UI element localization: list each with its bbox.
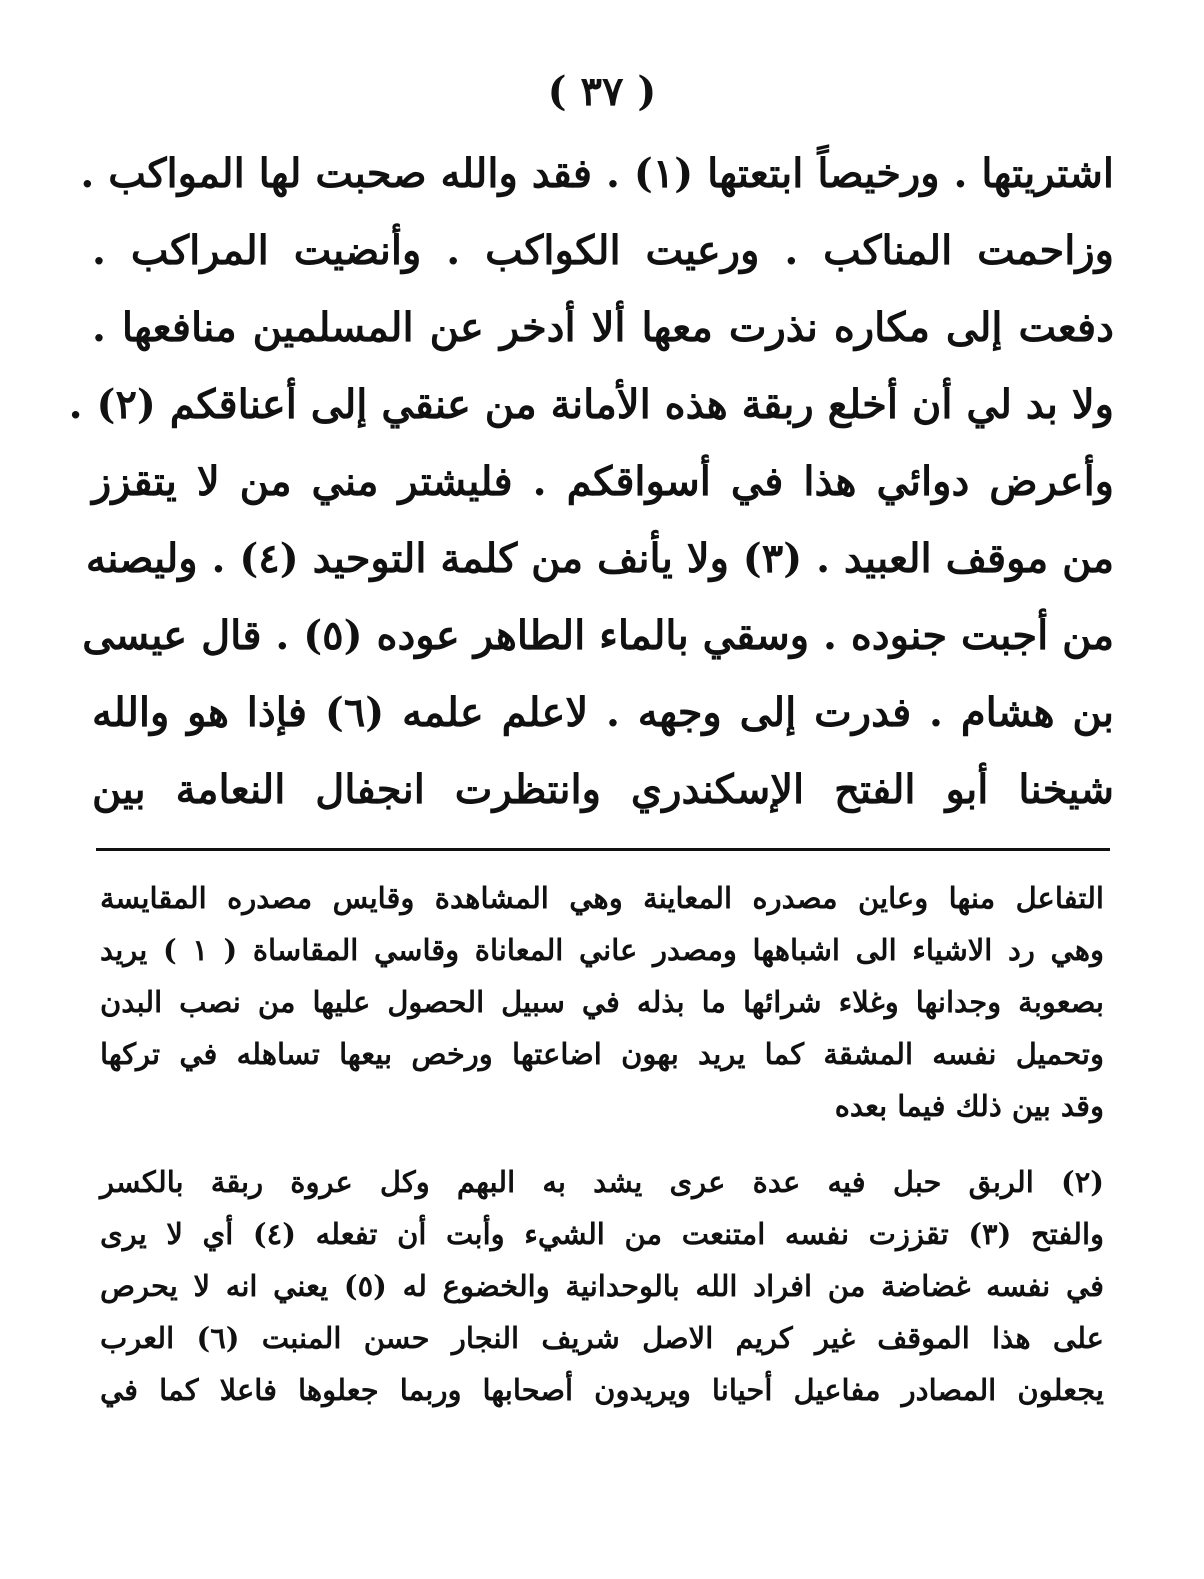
- main-text-block: [68, 135, 1114, 828]
- footnote-line: وتحميل نفسه المشقة كما يريد بهون اضاعتها ورخص بيعها تساهله في تركها: [100, 1037, 1104, 1071]
- footnote-line: التفاعل منها وعاين مصدره المعاينة وهي المشاهدة وقايس مصدره المقايسة: [100, 881, 1104, 915]
- main-text-line: بن هشام . فدرت إلى وجهه . لاعلم علمه (٦) فإذا هو والله: [92, 689, 1114, 736]
- footnote-line: والفتح (٣) تقززت نفسه امتنعت من الشيء وأبت أن تفعله (٤) أي لا يرى: [100, 1217, 1105, 1251]
- main-text-line: وأعرض دوائي هذا في أسواقكم . فليشتر مني من لا يتقزز: [92, 458, 1114, 505]
- footnote-line: على هذا الموقف غير كريم الاصل شريف النجار حسن المنبت (٦) العرب: [100, 1321, 1104, 1355]
- main-text-line: ولا بد لي أن أخلع ربقة هذه الأمانة من عنقي إلى أعناقكم (٢) .: [68, 381, 1114, 428]
- page-number: ( ٣٧ ): [547, 68, 657, 115]
- footnote-line: وقد بين ذلك فيما بعده: [834, 1089, 1104, 1123]
- footnote-gap: [100, 1132, 1104, 1156]
- footnotes-block: [100, 872, 1104, 1416]
- main-text-line: من موقف العبيد . (٣) ولا يأنف من كلمة التوحيد (٤) . وليصنه: [85, 535, 1114, 582]
- footnote-line: وهي رد الاشياء الى اشباهها ومصدر عاني المعاناة وقاسي المقاساة ( ١ ) يريد: [100, 933, 1104, 967]
- main-text-line: من أجبت جنوده . وسقي بالماء الطاهر عوده (٥) . قال عيسى: [82, 612, 1114, 659]
- main-text-line: وزاحمت المناكب . ورعيت الكواكب . وأنضيت المراكب .: [92, 227, 1114, 274]
- footnote-line: يجعلون المصادر مفاعيل أحيانا ويريدون أصحابها وربما جعلوها فاعلا كما في: [100, 1373, 1104, 1407]
- footnote-line: في نفسه غضاضة من افراد الله بالوحدانية والخضوع له (٥) يعني انه لا يحرص: [100, 1269, 1104, 1303]
- main-text-line: دفعت إلى مكاره نذرت معها ألا أدخر عن المسلمين منافعها .: [92, 304, 1114, 351]
- footnote-line: (٢) الربق حبل فيه عدة عرى يشد به البهم وكل عروة ربقة بالكسر: [100, 1165, 1104, 1199]
- main-text-line: اشتريتها . ورخيصاً ابتعتها (١) . فقد والله صحبت لها المواكب .: [80, 150, 1114, 197]
- main-text-line: شيخنا أبو الفتح الإسكندري وانتظرت انجفال النعامة بين: [92, 766, 1114, 813]
- footnote-separator: [96, 848, 1110, 851]
- footnote-line: بصعوبة وجدانها وغلاء شرائها ما بذله في سبيل الحصول عليها من نصب البدن: [100, 985, 1104, 1019]
